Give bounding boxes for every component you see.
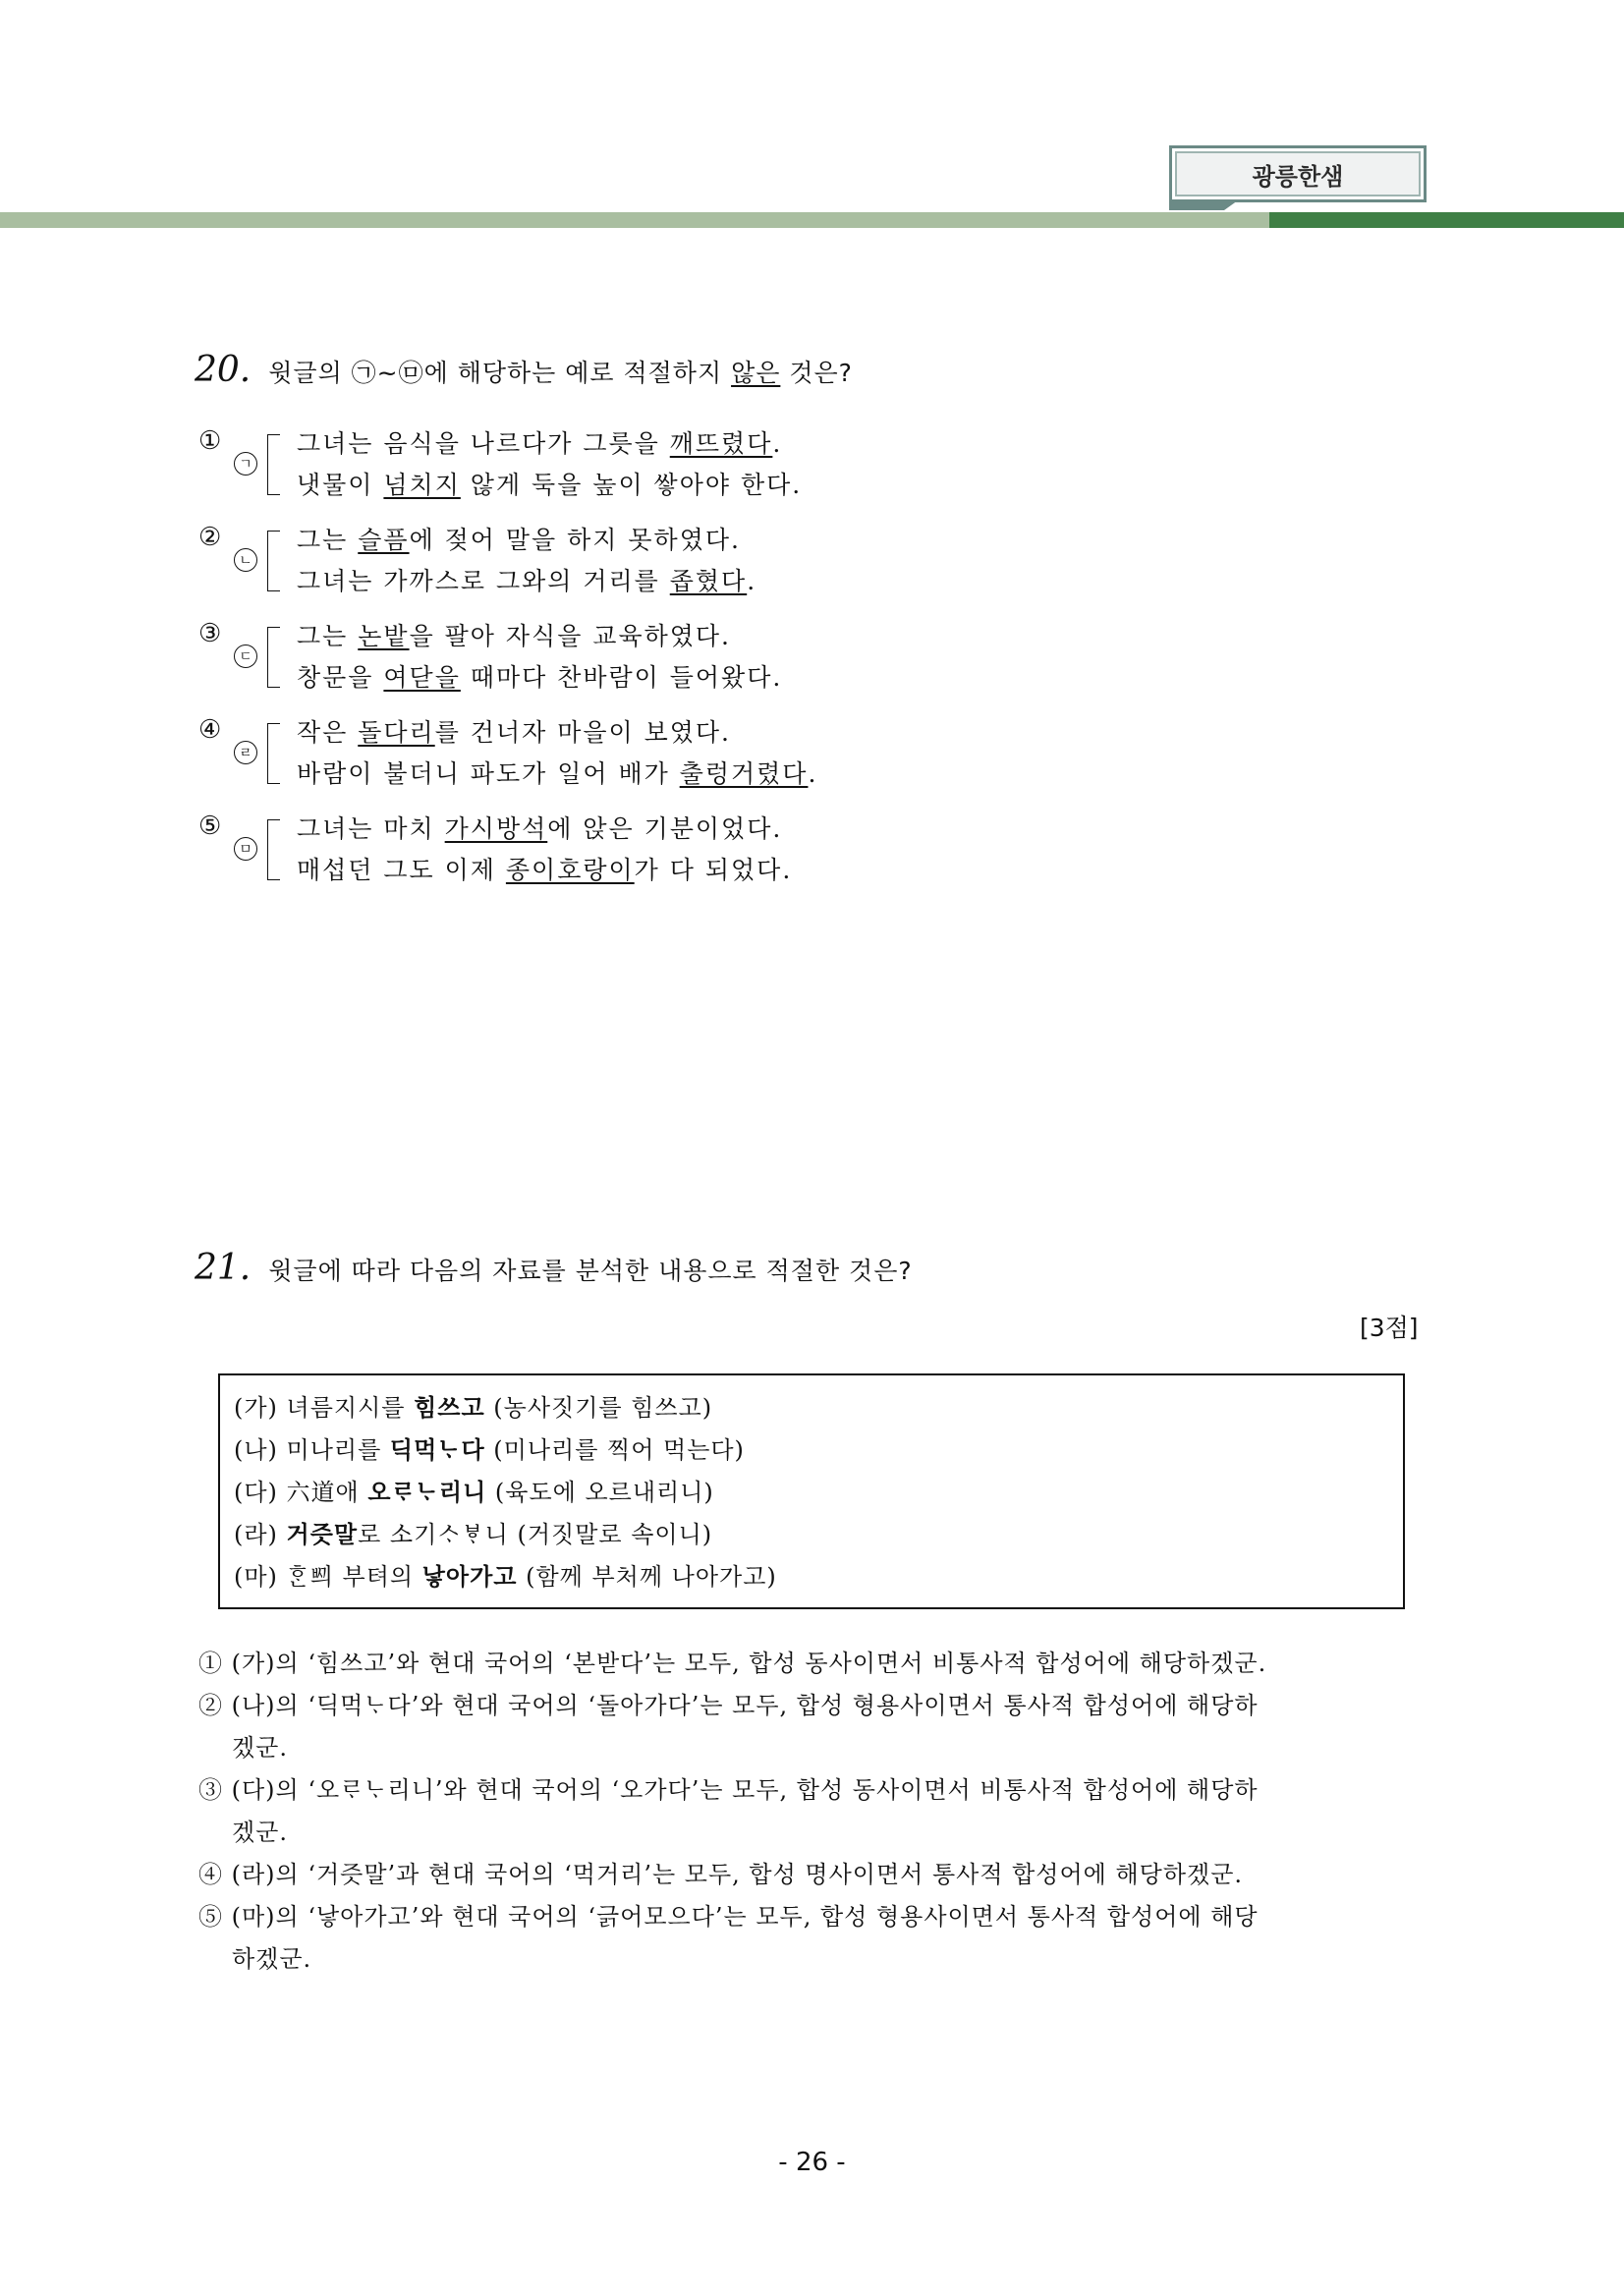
circled-letter: ㄱ (234, 452, 257, 476)
q21-answer-3[interactable]: ③ (다)의 ‘오ᄅᆞᄂᆞ리니’와 현대 국어의 ‘오가다’는 모두, 합성 동사이면서 비통사적 합성어에 해당하 겠군. (198, 1776, 1259, 1846)
example-line: 창문을 여닫을 때마다 찬바람이 들어왔다. (297, 663, 783, 692)
bracket (267, 723, 280, 784)
question-number: 21. (195, 1248, 252, 1288)
q21-answer-5[interactable]: ⑤ (마)의 ‘낳아가고’와 현대 국어의 ‘긁어모으다’는 모두, 합성 형용사이면서 통사적 합성어에 해당 하겠군. (198, 1903, 1259, 1973)
header-brand-badge: 광릉한샘 (1169, 145, 1427, 202)
source-line: (다) 六道애 오ᄅᆞᄂᆞ리니 (육도에 오르내리니) (234, 1479, 714, 1506)
q20-option-4[interactable] (198, 711, 1083, 796)
example-line: 그는 슬픔에 젖어 말을 하지 못하였다. (297, 526, 741, 554)
question-21-title (195, 1248, 913, 1288)
bracket (267, 627, 280, 688)
question-text: 윗글의 ㉠~㉤에 해당하는 예로 적절하지 않은 것은? (268, 359, 853, 387)
header-badge-notch (1169, 200, 1238, 210)
example-line: 그는 논밭을 팔아 자식을 교육하였다. (297, 622, 732, 650)
source-line: (라) 거즛말로 소기ᄉᆞᄫᆞ니 (거짓말로 속이니) (234, 1521, 713, 1548)
circled-letter: ㄴ (234, 548, 257, 572)
source-line: (나) 미나리를 딕먹ᄂᆞ다 (미나리를 찍어 먹는다) (234, 1436, 745, 1464)
option-number: ⑤ (198, 812, 222, 841)
bracket (267, 434, 280, 495)
q20-option-5[interactable] (198, 808, 1083, 892)
example-line: 그녀는 가까스로 그와의 거리를 좁혔다. (297, 567, 757, 595)
points-label: [3점] (1360, 1314, 1419, 1342)
page-number: - 26 - (778, 2148, 846, 2177)
example-line: 그녀는 마치 가시방석에 앉은 기분이었다. (297, 814, 783, 843)
example-line: 냇물이 넘치지 않게 둑을 높이 쌓아야 한다. (297, 471, 803, 499)
question-text: 윗글에 따라 다음의 자료를 분석한 내용으로 적절한 것은? (268, 1257, 913, 1285)
question-20-title (195, 350, 853, 390)
example-line: 작은 돌다리를 건너자 마을이 보였다. (297, 718, 731, 747)
bracket (267, 531, 280, 591)
circled-letter: ㄷ (234, 644, 257, 668)
header-divider-dark (1269, 212, 1624, 228)
q21-answer-1[interactable]: ① (가)의 ‘힘쓰고’와 현대 국어의 ‘본받다’는 모두, 합성 동사이면서 비통사적 합성어에 해당하겠군. (198, 1650, 1267, 1677)
bracket (267, 819, 280, 880)
example-line: 그녀는 음식을 나르다가 그릇을 깨뜨렸다. (297, 429, 783, 458)
example-line: 매섭던 그도 이제 종이호랑이가 다 되었다. (297, 856, 793, 884)
q20-option-2[interactable] (198, 519, 1083, 603)
circled-letter: ㄹ (234, 741, 257, 764)
source-line: (마) ᄒᆞᆫᄢᅴ 부텨의 낳아가고 (함께 부처께 나아가고) (234, 1563, 777, 1591)
q20-option-1[interactable] (198, 422, 1083, 507)
source-material-box (218, 1373, 1405, 1609)
option-number: ③ (198, 619, 222, 648)
circled-letter: ㅁ (234, 837, 257, 861)
example-line: 바람이 불더니 파도가 일어 배가 출렁거렸다. (297, 759, 818, 788)
header-divider-light (0, 212, 1269, 228)
option-number: ① (198, 426, 222, 456)
option-number: ④ (198, 715, 222, 745)
option-number: ② (198, 523, 222, 552)
q21-answer-4[interactable]: ④ (라)의 ‘거즛말’과 현대 국어의 ‘먹거리’는 모두, 합성 명사이면서 통사적 합성어에 해당하겠군. (198, 1861, 1244, 1888)
q21-answer-2[interactable]: ② (나)의 ‘딕먹ᄂᆞ다’와 현대 국어의 ‘돌아가다’는 모두, 합성 형용사이면서 통사적 합성어에 해당하 겠군. (198, 1692, 1259, 1762)
source-line: (가) 녀름지시를 힘쓰고 (농사짓기를 힘쓰고) (234, 1394, 713, 1422)
question-number: 20. (195, 350, 252, 390)
q20-option-3[interactable] (198, 615, 1083, 700)
